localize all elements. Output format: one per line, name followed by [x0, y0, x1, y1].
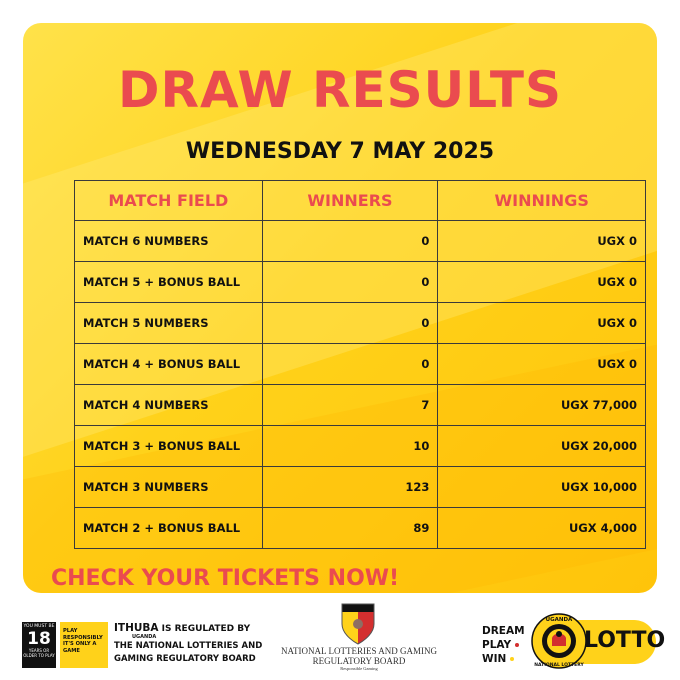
table-header-row	[75, 181, 646, 221]
match-field-cell: MATCH 5 NUMBERS	[75, 303, 263, 344]
winners-cell: 89	[262, 508, 438, 549]
winnings-cell: UGX 0	[438, 303, 646, 344]
winners-cell: 0	[262, 344, 438, 385]
red-dot-icon	[515, 643, 519, 647]
draw-date: WEDNESDAY 7 MAY 2025	[185, 139, 495, 164]
match-field-cell: MATCH 5 + BONUS BALL	[75, 262, 263, 303]
nlgrb-name	[270, 646, 448, 672]
svg-text:UGANDA: UGANDA	[545, 617, 573, 623]
age-bottom-text: YEARS OR OLDER TO PLAY	[23, 648, 55, 658]
winnings-cell: UGX 0	[438, 344, 646, 385]
table-row	[75, 262, 646, 303]
winnings-cell: UGX 77,000	[438, 385, 646, 426]
nlgrb-name-text: NATIONAL LOTTERIES AND GAMING REGULATORY BOARD	[281, 646, 437, 666]
winners-cell: 10	[262, 426, 438, 467]
winnings-cell: UGX 4,000	[438, 508, 646, 549]
play-text: PLAY	[482, 639, 512, 651]
table-row	[75, 221, 646, 262]
results-card	[23, 23, 657, 593]
footer	[0, 600, 680, 680]
winnings-cell: UGX 20,000	[438, 426, 646, 467]
table-row	[75, 344, 646, 385]
dream-text: DREAM	[482, 625, 525, 637]
column-header-winners: WINNERS	[262, 181, 438, 221]
ithuba-logo-text: ITHUBA	[114, 622, 159, 634]
regulated-by-text: IS REGULATED BY	[158, 624, 251, 634]
nlgrb-tagline: Responsible Gaming	[340, 666, 378, 671]
win-text: WIN	[482, 653, 507, 665]
column-header-winnings: WINNINGS	[438, 181, 646, 221]
winnings-cell: UGX 10,000	[438, 467, 646, 508]
winners-cell: 0	[262, 221, 438, 262]
table-row	[75, 426, 646, 467]
match-field-cell: MATCH 3 NUMBERS	[75, 467, 263, 508]
winners-cell: 7	[262, 385, 438, 426]
svg-text:NATIONAL LOTTERY: NATIONAL LOTTERY	[534, 663, 584, 668]
table-row	[75, 467, 646, 508]
table-row	[75, 508, 646, 549]
lotto-logo-text: LOTTO	[584, 628, 666, 653]
table-row	[75, 303, 646, 344]
page-title: DRAW RESULTS	[118, 61, 562, 119]
regulation-notice	[114, 622, 284, 666]
nlgrb-crest-icon	[338, 600, 378, 646]
regulator-name: THE NATIONAL LOTTERIES AND GAMING REGULATORY BOARD	[114, 641, 263, 664]
winners-cell: 0	[262, 303, 438, 344]
match-field-cell: MATCH 4 + BONUS BALL	[75, 344, 263, 385]
play-responsibly-badge: PLAY RESPONSIBLY IT'S ONLY A GAME	[60, 622, 108, 668]
table-row	[75, 385, 646, 426]
match-field-cell: MATCH 6 NUMBERS	[75, 221, 263, 262]
match-field-cell: MATCH 3 + BONUS BALL	[75, 426, 263, 467]
age-top-text: YOU MUST BE	[23, 624, 55, 629]
winnings-cell: UGX 0	[438, 262, 646, 303]
uganda-national-lottery-emblem-icon	[530, 612, 588, 670]
winners-cell: 123	[262, 467, 438, 508]
match-field-cell: MATCH 4 NUMBERS	[75, 385, 263, 426]
ithuba-uganda-text: UGANDA	[132, 634, 157, 640]
winnings-cell: UGX 0	[438, 221, 646, 262]
age-restriction-badge	[22, 622, 56, 668]
age-number: 18	[27, 629, 51, 649]
match-field-cell: MATCH 2 + BONUS BALL	[75, 508, 263, 549]
yellow-dot-icon	[510, 657, 514, 661]
check-tickets-cta: CHECK YOUR TICKETS NOW!	[51, 566, 400, 591]
winners-cell: 0	[262, 262, 438, 303]
results-table	[74, 180, 646, 549]
column-header-match-field: MATCH FIELD	[75, 181, 263, 221]
